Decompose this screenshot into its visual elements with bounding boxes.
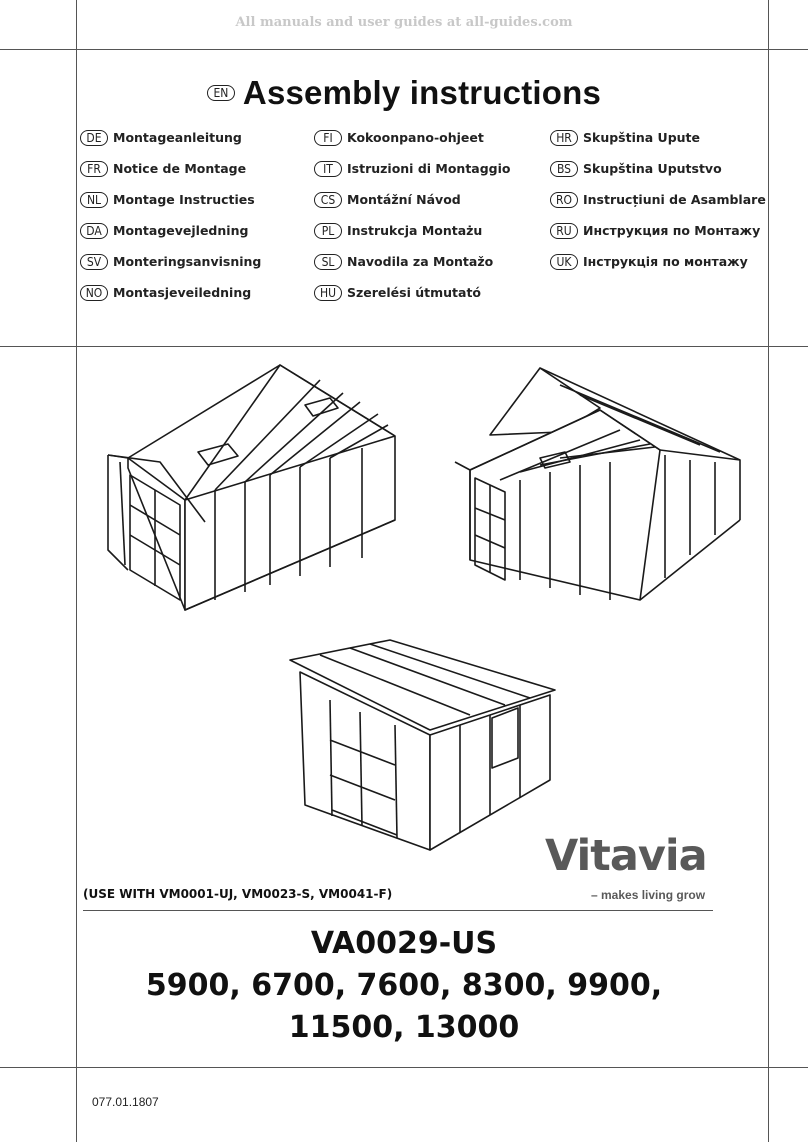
page-title: Assembly instructions — [242, 74, 602, 111]
lang-badge: RU — [550, 223, 578, 239]
lang-label: Montážní Návod — [347, 192, 461, 207]
lang-badge: HU — [314, 285, 342, 301]
lang-label: Skupština Upute — [583, 130, 700, 145]
lang-label: Instrucțiuni de Asamblare — [583, 192, 766, 207]
lang-label: Montagevejledning — [113, 223, 249, 238]
lang-badge: BS — [550, 161, 578, 177]
lang-badge-en: EN — [207, 85, 235, 101]
lang-badge: NO — [80, 285, 108, 301]
model-code: VA0029-US — [310, 926, 498, 961]
lang-label: Skupština Uputstvo — [583, 161, 722, 176]
lang-label: Montage Instructies — [113, 192, 255, 207]
lang-badge: PL — [314, 223, 342, 239]
lang-badge: DE — [80, 130, 108, 146]
lang-label: Montageanleitung — [113, 130, 242, 145]
lang-badge: UK — [550, 254, 578, 270]
lang-badge: NL — [80, 192, 108, 208]
watermark: All manuals and user guides at all-guides.com — [235, 15, 573, 30]
lang-badge: RO — [550, 192, 578, 208]
lang-badge: FR — [80, 161, 108, 177]
lang-label: Kokoonpano-ohjeet — [347, 130, 484, 145]
lang-label: Інструкція по монтажу — [583, 254, 748, 269]
lang-badge: IT — [314, 161, 342, 177]
lang-label: Instrukcja Montażu — [347, 223, 483, 238]
lang-label: Istruzioni di Montaggio — [347, 161, 511, 176]
lang-badge: HR — [550, 130, 578, 146]
lang-badge: CS — [314, 192, 342, 208]
compatibility-note: (USE WITH VM0001-UJ, VM0023-S, VM0041-F) — [83, 887, 393, 901]
brand-tagline: – makes living grow — [591, 888, 706, 902]
lang-badge: FI — [314, 130, 342, 146]
lang-label: Montasjeveiledning — [113, 285, 252, 300]
lang-label: Monteringsanvisning — [113, 254, 262, 269]
model-sizes-line-2: 11500, 13000 — [288, 1010, 520, 1045]
brand-logo — [545, 830, 735, 910]
lang-badge: SV — [80, 254, 108, 270]
model-sizes-line-1: 5900, 6700, 7600, 8300, 9900, — [145, 968, 663, 1003]
logo-underline — [83, 910, 713, 911]
lang-label: Szerelési útmutató — [347, 285, 482, 300]
document-number: 077.01.1807 — [92, 1095, 159, 1109]
greenhouse-cross-illustration — [455, 368, 740, 600]
greenhouse-gable-illustration — [108, 365, 395, 610]
lang-badge: DA — [80, 223, 108, 239]
greenhouse-shed-illustration — [290, 640, 555, 850]
lang-label: Navodila za Montažo — [347, 254, 494, 269]
lang-label: Инструкция по Монтажу — [583, 223, 761, 238]
lang-label: Notice de Montage — [113, 161, 247, 176]
brand-name: Vitavia — [545, 831, 707, 881]
lang-badge: SL — [314, 254, 342, 270]
